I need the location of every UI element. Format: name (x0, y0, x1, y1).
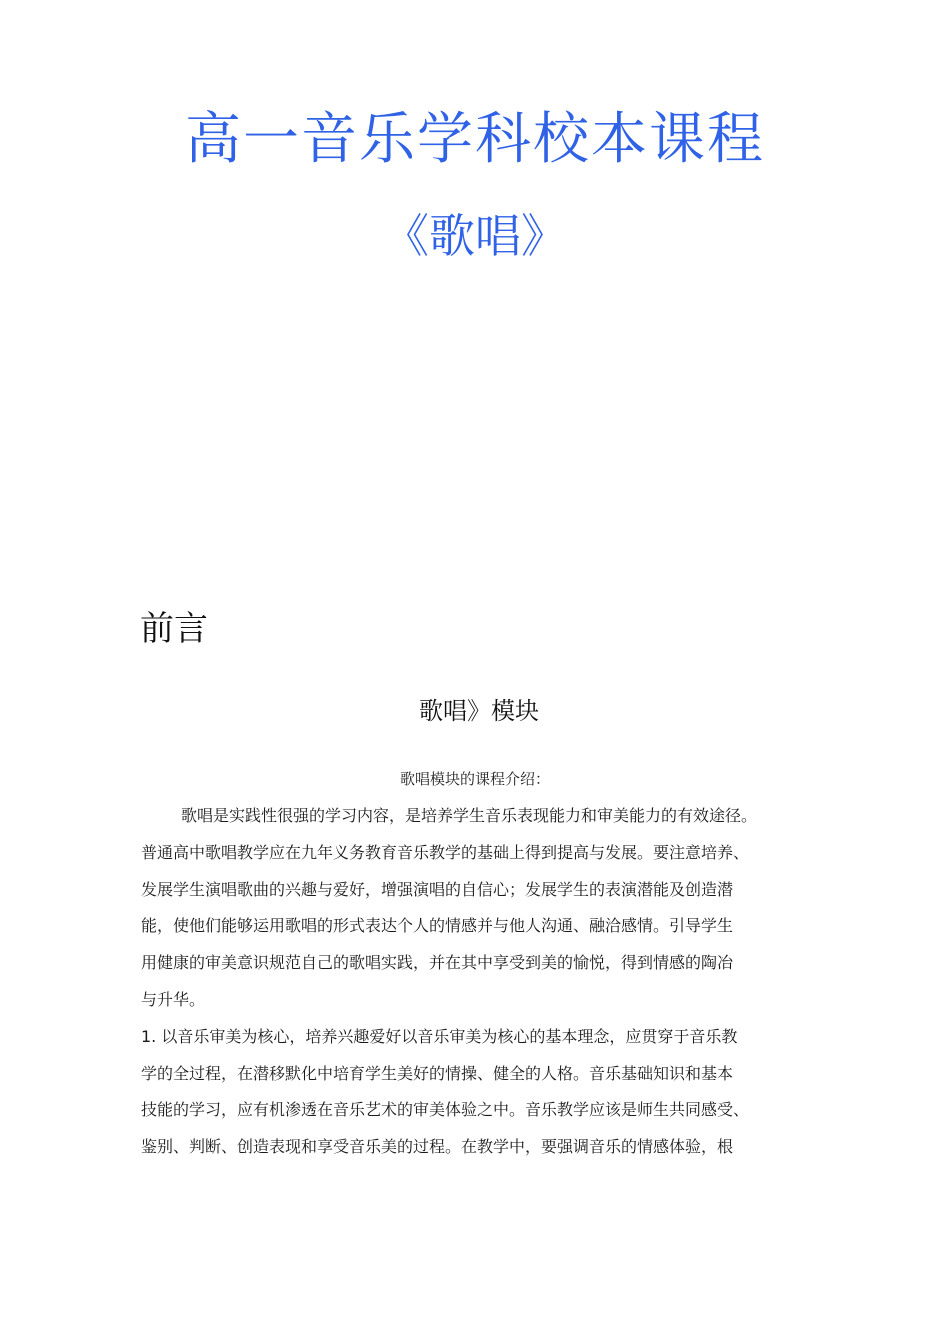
course-intro-heading: 歌唱模块的课程介绍： (399, 770, 550, 788)
numbered-item-line: 1. 以音乐审美为核心，培养兴趣爱好以音乐审美为核心的基本理念，应贯穿于音乐教 (141, 1026, 738, 1046)
paragraph-line: 用健康的审美意识规范自己的歌唱实践，并在其中享受到美的愉悦，得到情感的陶冶 (141, 953, 734, 973)
paragraph-line: 技能的学习，应有机渗透在音乐艺术的审美体验之中。音乐教学应该是师生共同感受、 (141, 1100, 750, 1120)
module-title: 歌唱》模块 (419, 697, 539, 725)
paragraph-line: 普通高中歌唱教学应在九年义务教育音乐教学的基础上得到提高与发展。要注意培养、 (141, 842, 750, 862)
document-subtitle: 《歌唱》 (383, 209, 567, 263)
preface-heading: 前言 (140, 609, 208, 649)
paragraph-line: 歌唱是实践性很强的学习内容，是培养学生音乐表现能力和审美能力的有效途径。 (181, 806, 758, 825)
body-text (141, 798, 831, 1166)
paragraph-line: 鉴别、判断、创造表现和享受音乐美的过程。在教学中，要强调音乐的情感体验，根 (141, 1137, 734, 1157)
paragraph-line: 学的全过程，在潜移默化中培育学生美好的情操、健全的人格。音乐基础知识和基本 (141, 1063, 734, 1083)
paragraph-line: 能，使他们能够运用歌唱的形式表达个人的情感并与他人沟通、融洽感情。引导学生 (141, 916, 734, 936)
paragraph-line: 发展学生演唱歌曲的兴趣与爱好，增强演唱的自信心；发展学生的表演潜能及创造潜 (141, 879, 734, 899)
paragraph-line: 与升华。 (141, 989, 206, 1009)
document-title: 高一音乐学科校本课程 (185, 107, 765, 172)
